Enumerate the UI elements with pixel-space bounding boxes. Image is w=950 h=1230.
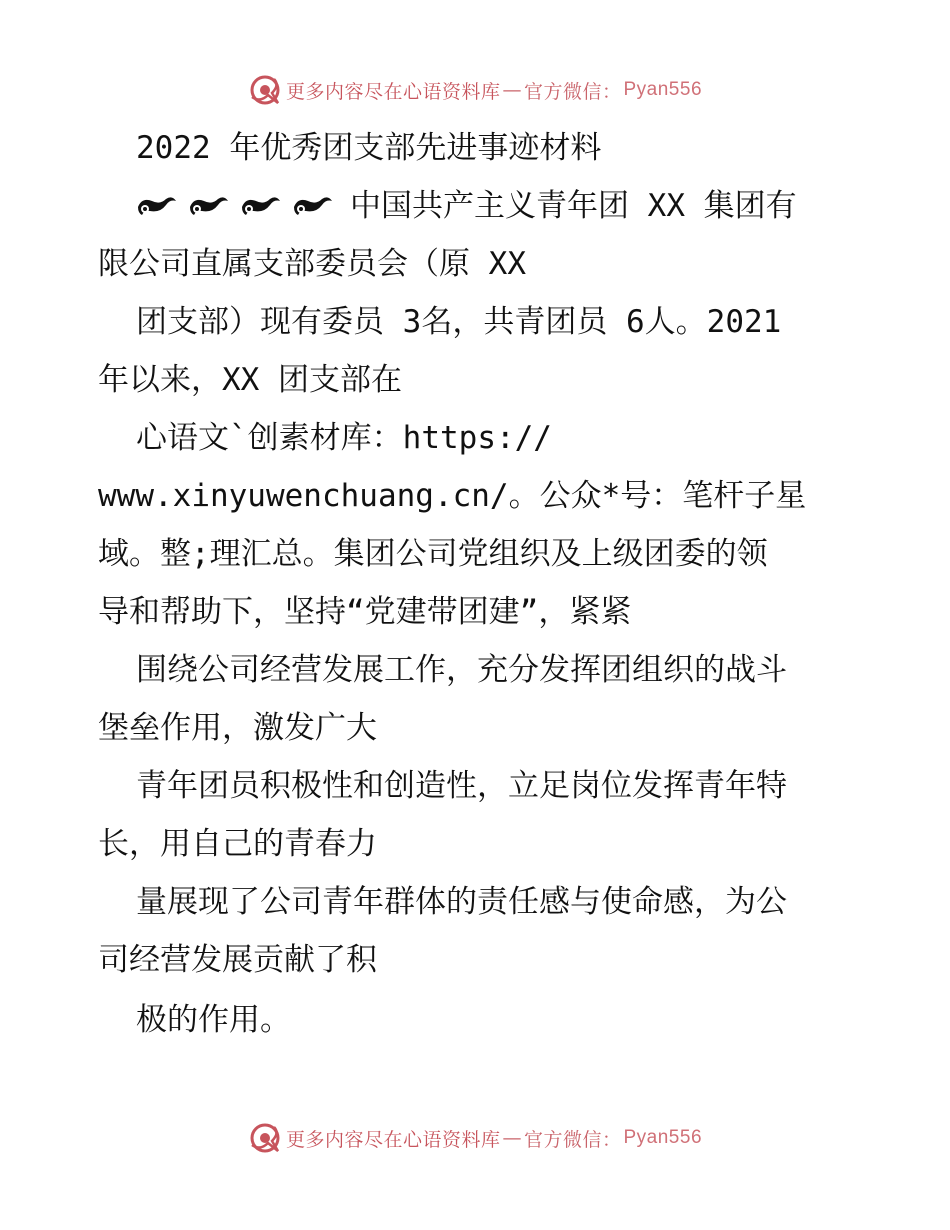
paragraph-line-9: 围绕公司经营发展工作，充分发挥团组织的战斗 (136, 652, 787, 688)
ribbon-logo-icon (248, 1121, 282, 1155)
document-title: 2022 年优秀团支部先进事迹材料 (136, 130, 602, 166)
paragraph-line-1 (136, 186, 797, 226)
paragraph-line-2: 限公司直属支部委员会（原 XX (98, 246, 526, 282)
watermark-dash: — (502, 1127, 522, 1149)
paragraph-line-10: 堡垒作用，激发广大 (98, 710, 377, 746)
paragraph-text: 中国共产主义青年团 XX 集团有 (350, 188, 797, 224)
paragraph-line-3: 团支部）现有委员 3名，共青团员 6人。2021 (136, 304, 782, 340)
paragraph-line-15: 极的作用。 (136, 1002, 291, 1038)
ribbon-logo-icon (248, 73, 282, 107)
watermark-wechat-id: Pyan556 (623, 79, 703, 100)
watermark-wechat-id: Pyan556 (623, 1127, 703, 1148)
paragraph-line-13: 量展现了公司青年群体的责任感与使命感，为公 (136, 884, 787, 920)
paragraph-line-11: 青年团员积极性和创造性，立足岗位发挥青年特 (136, 768, 787, 804)
paragraph-line-5: 心语文`创素材库：https:// (136, 420, 552, 456)
ornament-icon (136, 193, 336, 223)
paragraph-line-12: 长，用自己的青春力 (98, 826, 377, 862)
paragraph-line-7: 域。整;理汇总。集团公司党组织及上级团委的领 (98, 536, 768, 572)
watermark-wechat-label: 官方微信： (523, 1128, 622, 1151)
watermark-banner-bottom (0, 1118, 950, 1158)
watermark-brand: 更多内容尽在心语资料库 (285, 1128, 501, 1151)
watermark-banner-top (0, 70, 950, 110)
paragraph-line-14: 司经营发展贡献了积 (98, 942, 377, 978)
paragraph-line-6: www.xinyuwenchuang.cn/。公众*号：笔杆子星 (98, 478, 807, 514)
paragraph-line-4: 年以来，XX 团支部在 (98, 362, 402, 398)
watermark-dash: — (502, 79, 522, 101)
watermark-brand: 更多内容尽在心语资料库 (285, 80, 501, 103)
paragraph-line-8: 导和帮助下，坚持“党建带团建”，紧紧 (98, 594, 632, 630)
watermark-wechat-label: 官方微信： (523, 80, 622, 103)
